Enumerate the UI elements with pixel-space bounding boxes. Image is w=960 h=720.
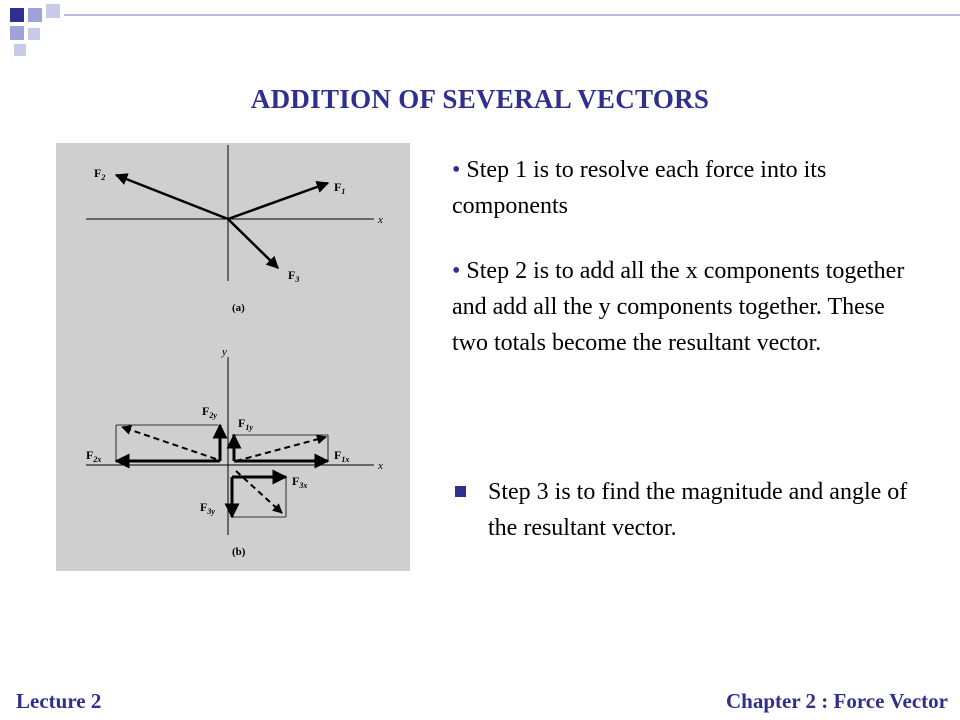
caption-b: (b)	[232, 546, 246, 558]
x-axis-label-b: x	[378, 460, 383, 472]
label-f2: $F_2$	[94, 166, 106, 182]
force-f1-arrow	[228, 183, 328, 219]
bullet-step-1	[452, 152, 922, 224]
label-f2y: $F_{2y}$	[202, 404, 217, 420]
deco-square	[28, 28, 40, 40]
label-f1x: $F_{1x}$	[334, 448, 350, 464]
label-f3x: $F_{3x}$	[292, 474, 308, 490]
y-axis-label-b: y	[222, 346, 227, 358]
deco-square	[10, 8, 24, 22]
bullet-text: Step 3 is to find the magnitude and angle of the resultant vector.	[488, 479, 908, 541]
label-f3y: $F_{3y}$	[200, 500, 215, 516]
deco-square	[10, 26, 24, 40]
label-f3: $F_3$	[288, 268, 300, 284]
bullet-marker: •	[452, 157, 461, 183]
footer-chapter: Chapter 2 : Force Vector	[726, 689, 948, 713]
slide-title: ADDITION OF SEVERAL VECTORS	[250, 84, 710, 114]
bullet-text: Step 2 is to add all the x components together and add all the y components together. These two totals become the resultant vector.	[452, 258, 905, 356]
force-f2-arrow	[116, 175, 228, 219]
force-diagram-svg	[56, 143, 410, 571]
force-f3-arrow	[228, 219, 278, 268]
header-rule	[64, 14, 960, 16]
bullet-marker: •	[452, 258, 461, 284]
bullet-text: Step 1 is to resolve each force into its components	[452, 157, 827, 219]
deco-square	[28, 8, 42, 22]
deco-square	[14, 44, 26, 56]
square-bullet-icon	[455, 486, 466, 497]
footer-lecture: Lecture 2	[16, 689, 102, 713]
force-diagram	[56, 143, 410, 571]
bullet-step-3	[452, 474, 922, 546]
x-axis-label-a: x	[378, 214, 383, 226]
dashed-force-arrows	[122, 427, 326, 513]
label-f1y: $F_{1y}$	[238, 416, 253, 432]
caption-a: (a)	[232, 302, 245, 314]
construction-lines	[116, 425, 328, 517]
corner-decoration	[0, 0, 120, 60]
diagram-part-b	[86, 346, 383, 558]
diagram-part-a	[86, 145, 383, 314]
bullet-step-2	[452, 253, 922, 361]
label-f1: $F_1$	[334, 180, 346, 196]
deco-square	[46, 4, 60, 18]
label-f2x: $F_{2x}$	[86, 448, 102, 464]
